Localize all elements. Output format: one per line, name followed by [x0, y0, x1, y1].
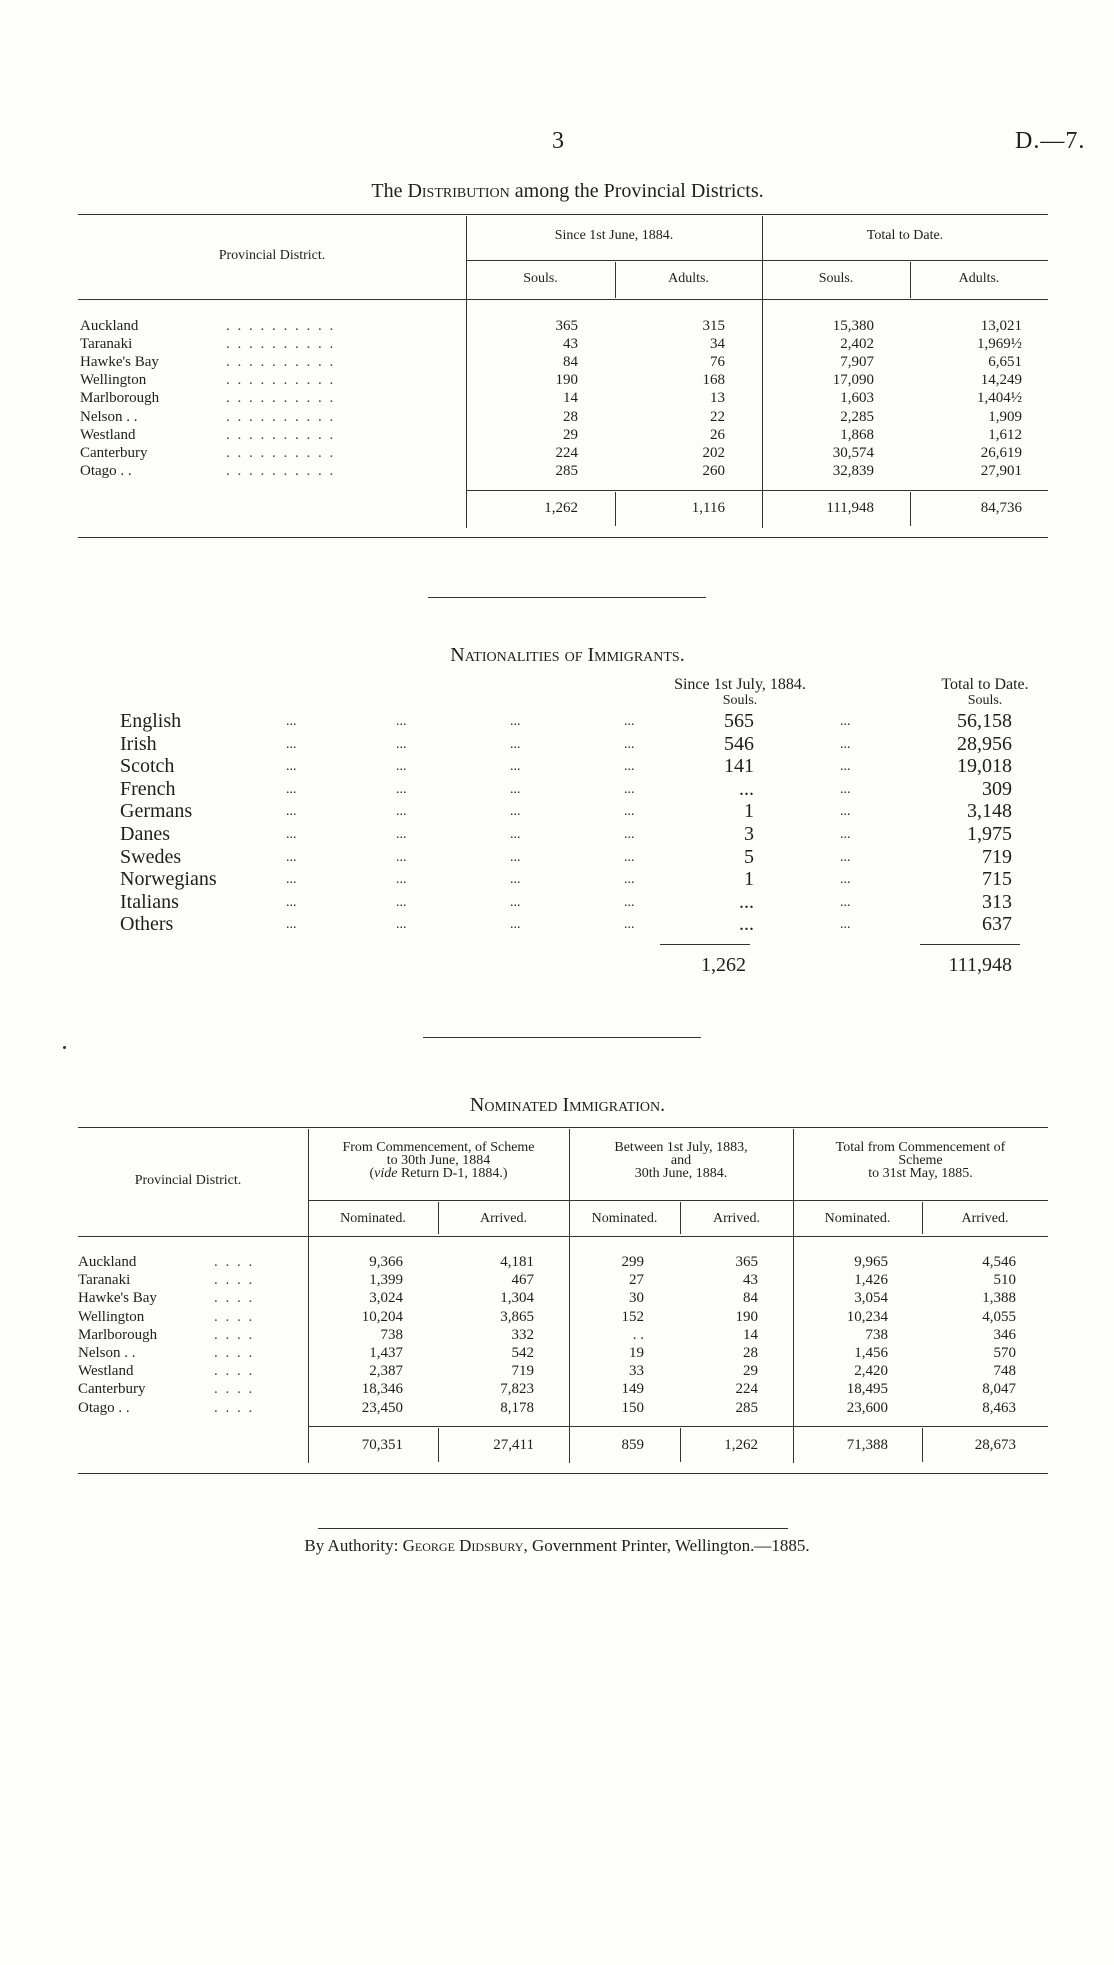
souls-since: 14: [563, 390, 578, 407]
nominated-to-1884: 1,437: [369, 1345, 403, 1361]
district-name: Marlborough: [78, 1326, 158, 1343]
district-name: Canterbury: [78, 1381, 146, 1398]
total-arr3: 28,673: [974, 1437, 1016, 1453]
arrived-total: 570: [993, 1345, 1016, 1361]
total-souls: 309: [982, 777, 1012, 800]
arrived-1883-84: 28: [743, 1345, 758, 1361]
district-name: Auckland: [80, 318, 139, 334]
arrived-to-1884: 719: [511, 1363, 534, 1380]
leader-dots: ...: [286, 872, 297, 888]
nominated-total: 23,600: [846, 1399, 888, 1416]
since-souls: 1: [744, 800, 754, 823]
page-number: 3: [552, 128, 564, 154]
souls-since: 190: [555, 372, 578, 389]
list-item: [120, 800, 1050, 822]
leader-dots: ...: [840, 759, 851, 775]
col-header-group3: Total from Commencement of Scheme to 31st May, 1885.: [835, 1140, 1006, 1181]
col-header-since-july: Since 1st July, 1884.: [674, 676, 806, 693]
arrived-to-1884: 542: [511, 1345, 534, 1361]
leader-dots: . . . .: [214, 1326, 255, 1343]
district-name: Hawke's Bay: [78, 1290, 157, 1307]
arrived-1883-84: 285: [735, 1399, 758, 1416]
leader-dots: ...: [396, 781, 407, 797]
leader-dots: ...: [396, 736, 407, 752]
nominated-total: 738: [865, 1326, 888, 1343]
since-souls: ...: [739, 890, 754, 913]
leader-dots: . . . . . . . . . .: [226, 318, 336, 334]
nominated-to-1884: 3,024: [369, 1290, 403, 1307]
arrived-to-1884: 8,178: [500, 1399, 534, 1416]
leader-dots: . . . .: [214, 1272, 255, 1289]
rule: [466, 490, 1048, 491]
nominated-1883-84: . .: [632, 1326, 644, 1343]
since-souls: ...: [739, 913, 754, 936]
nationality-name: Danes: [120, 823, 170, 845]
nominated-to-1884: 23,450: [361, 1399, 403, 1416]
nominated-total: 3,054: [854, 1290, 888, 1307]
leader-dots: ...: [510, 781, 521, 797]
col-header-since: Since 1st June, 1884.: [554, 228, 674, 243]
list-item: [120, 846, 1050, 868]
nominated-title: Nominated Immigration.: [469, 1094, 666, 1116]
nominated-1883-84: 19: [629, 1345, 644, 1361]
distribution-title: The Distribution among the Provincial Districts.: [371, 180, 764, 202]
souls-total: 2,285: [840, 408, 874, 425]
leader-dots: ...: [510, 827, 521, 842]
arrived-1883-84: 224: [735, 1381, 758, 1398]
total-adults-since: 1,116: [691, 500, 725, 516]
nominated-1883-84: 30: [629, 1290, 644, 1307]
since-souls: 5: [744, 845, 754, 868]
leader-dots: ...: [624, 759, 635, 775]
arrived-total: 510: [993, 1272, 1016, 1289]
district-name: Taranaki: [80, 336, 133, 353]
leader-dots: ...: [510, 872, 521, 888]
leader-dots: ...: [840, 827, 851, 842]
col-header-souls: Souls.: [523, 271, 558, 286]
leader-dots: ...: [396, 827, 407, 842]
leader-dots: ...: [510, 759, 521, 775]
leader-dots: ...: [624, 714, 635, 729]
rule: [308, 1200, 1048, 1201]
leader-dots: . . . . . . . . . .: [226, 444, 336, 461]
since-souls: 565: [724, 710, 754, 732]
col-header-nominated: Nominated.: [591, 1211, 658, 1226]
total-arr2: 1,262: [724, 1437, 758, 1453]
nationality-name: Scotch: [120, 755, 175, 778]
adults-total: 1,612: [988, 426, 1022, 443]
col-header-total-unit: Souls.: [967, 693, 1003, 708]
district-name: Otago . .: [78, 1399, 130, 1416]
leader-dots: ...: [840, 781, 851, 797]
nominated-to-1884: 2,387: [369, 1363, 403, 1380]
stray-mark: [63, 1046, 66, 1049]
adults-since: 34: [710, 336, 725, 353]
souls-since: 224: [555, 444, 578, 461]
leader-dots: ...: [840, 917, 851, 933]
leader-dots: ...: [286, 827, 297, 842]
rule: [78, 1236, 1048, 1237]
since-souls: 141: [724, 755, 754, 778]
leader-dots: ...: [286, 917, 297, 933]
leader-dots: ...: [510, 736, 521, 752]
arrived-total: 1,388: [982, 1290, 1016, 1307]
arrived-1883-84: 14: [743, 1326, 758, 1343]
leader-dots: ...: [624, 804, 635, 820]
total-souls: 56,158: [957, 710, 1012, 732]
list-item: [120, 778, 1050, 800]
adults-total: 1,404½: [977, 390, 1022, 407]
nominated-1883-84: 33: [629, 1363, 644, 1380]
nominated-to-1884: 9,366: [369, 1254, 403, 1270]
list-item: [120, 868, 1050, 890]
nominated-1883-84: 152: [621, 1308, 644, 1325]
souls-since: 29: [563, 426, 578, 443]
total-souls: 719: [982, 845, 1012, 868]
rule: [466, 260, 1048, 261]
adults-since: 202: [702, 444, 725, 461]
nominated-1883-84: 150: [621, 1399, 644, 1416]
leader-dots: ...: [510, 804, 521, 820]
adults-total: 13,021: [980, 318, 1022, 334]
souls-since: 285: [555, 462, 578, 479]
total-nom2: 859: [621, 1437, 644, 1453]
arrived-total: 4,055: [982, 1308, 1016, 1325]
rule: [78, 214, 1048, 215]
col-header-district: Provincial District.: [134, 1173, 242, 1188]
arrived-to-1884: 4,181: [500, 1254, 534, 1270]
section-divider: [428, 597, 706, 598]
leader-dots: ...: [624, 917, 635, 933]
rule: [78, 537, 1048, 538]
leader-dots: ...: [624, 736, 635, 752]
adults-since: 260: [702, 462, 725, 479]
arrived-to-1884: 7,823: [500, 1381, 534, 1398]
leader-dots: . . . . . . . . . .: [226, 462, 336, 479]
souls-total: 1,868: [840, 426, 874, 443]
total-souls: 28,956: [957, 732, 1012, 755]
col-header-adults: Adults.: [668, 271, 709, 286]
arrived-to-1884: 332: [511, 1326, 534, 1343]
nationality-name: Swedes: [120, 845, 182, 868]
arrived-to-1884: 467: [511, 1272, 534, 1289]
adults-since: 76: [710, 354, 725, 371]
nationality-name: Germans: [120, 800, 193, 823]
col-header-nominated: Nominated.: [824, 1211, 891, 1226]
document-reference: D.—7.: [1015, 128, 1086, 154]
leader-dots: . . . .: [214, 1290, 255, 1307]
nationality-name: French: [120, 777, 176, 800]
total-souls: 637: [982, 913, 1012, 936]
district-name: Marlborough: [80, 390, 160, 407]
arrived-1883-84: 84: [743, 1290, 758, 1307]
arrived-1883-84: 29: [743, 1363, 758, 1380]
nationality-name: English: [120, 710, 182, 732]
arrived-1883-84: 190: [735, 1308, 758, 1325]
souls-total: 32,839: [832, 462, 874, 479]
leader-dots: ...: [624, 827, 635, 842]
col-header-district: Provincial District.: [218, 248, 326, 263]
souls-total: 7,907: [840, 354, 874, 371]
rule: [78, 299, 1048, 300]
souls-total: 17,090: [832, 372, 874, 389]
total-souls: 19,018: [957, 755, 1012, 778]
district-name: Wellington: [80, 372, 147, 389]
adults-total: 27,901: [980, 462, 1022, 479]
nominated-total: 18,495: [846, 1381, 888, 1398]
leader-dots: ...: [396, 894, 407, 910]
col-header-group1: From Commencement, of Scheme to 30th June, 1884 (vide Return D-1, 1884.): [342, 1140, 535, 1181]
district-name: Taranaki: [78, 1272, 131, 1289]
nationality-name: Norwegians: [120, 868, 217, 891]
leader-dots: ...: [840, 872, 851, 888]
adults-total: 1,909: [988, 408, 1022, 425]
nationality-name: Irish: [120, 732, 157, 755]
leader-dots: ...: [624, 781, 635, 797]
arrived-to-1884: 1,304: [500, 1290, 534, 1307]
arrived-total: 8,047: [982, 1381, 1016, 1398]
arrived-to-1884: 3,865: [500, 1308, 534, 1325]
souls-since: 43: [563, 336, 578, 353]
arrived-total: 4,546: [982, 1254, 1016, 1270]
total-souls: 3,148: [967, 800, 1012, 823]
leader-dots: ...: [840, 804, 851, 820]
nationalities-total-since: 1,262: [701, 954, 746, 976]
leader-dots: ...: [286, 894, 297, 910]
list-item: [120, 755, 1050, 777]
souls-total: 2,402: [840, 336, 874, 353]
list-item: [120, 913, 1050, 935]
leader-dots: ...: [396, 759, 407, 775]
leader-dots: ...: [396, 804, 407, 820]
adults-since: 26: [710, 426, 725, 443]
leader-dots: ...: [396, 849, 407, 865]
leader-dots: . . . .: [214, 1381, 255, 1398]
leader-dots: . . . . . . . . . .: [226, 408, 336, 425]
souls-since: 365: [555, 318, 578, 334]
adults-total: 26,619: [980, 444, 1022, 461]
total-souls: 715: [982, 868, 1012, 891]
adults-total: 6,651: [988, 354, 1022, 371]
souls-total: 15,380: [832, 318, 874, 334]
nominated-total: 1,426: [854, 1272, 888, 1289]
nationalities-total-total: 111,948: [948, 954, 1012, 976]
leader-dots: ...: [840, 714, 851, 729]
district-name: Wellington: [78, 1308, 145, 1325]
leader-dots: ...: [510, 917, 521, 933]
leader-dots: . . . . . . . . . .: [226, 354, 336, 371]
leader-dots: ...: [624, 894, 635, 910]
col-header-nominated: Nominated.: [340, 1211, 406, 1226]
nationalities-title: Nationalities of Immigrants.: [450, 644, 685, 666]
rule: [308, 1426, 1048, 1427]
since-souls: 1: [744, 868, 754, 891]
district-name: Canterbury: [80, 444, 148, 461]
souls-since: 28: [563, 408, 578, 425]
leader-dots: ...: [624, 872, 635, 888]
leader-dots: ...: [840, 849, 851, 865]
rule: [78, 1127, 1048, 1128]
leader-dots: ...: [396, 872, 407, 888]
rule: [78, 1473, 1048, 1474]
nominated-to-1884: 738: [380, 1326, 403, 1343]
since-souls: 546: [724, 732, 754, 755]
leader-dots: . . . .: [214, 1345, 255, 1361]
total-adults-total: 84,736: [980, 500, 1022, 516]
leader-dots: ...: [396, 917, 407, 933]
col-header-since-unit: Souls.: [722, 693, 758, 708]
nationality-name: Italians: [120, 890, 179, 913]
leader-dots: ...: [286, 736, 297, 752]
total-souls: 313: [982, 890, 1012, 913]
nominated-to-1884: 1,399: [369, 1272, 403, 1289]
leader-dots: . . . .: [214, 1363, 255, 1380]
leader-dots: ...: [840, 736, 851, 752]
district-name: Auckland: [78, 1254, 137, 1270]
leader-dots: ...: [510, 894, 521, 910]
leader-dots: ...: [286, 781, 297, 797]
arrived-total: 346: [993, 1326, 1016, 1343]
adults-total: 14,249: [980, 372, 1022, 389]
adults-since: 13: [710, 390, 725, 407]
total-nom1: 70,351: [361, 1437, 403, 1453]
rule: [920, 944, 1020, 945]
since-souls: 3: [744, 823, 754, 845]
souls-total: 30,574: [832, 444, 874, 461]
total-souls-total: 111,948: [826, 500, 874, 516]
adults-total: 1,969½: [977, 336, 1022, 353]
col-header-group2: Between 1st July, 1883, and 30th June, 1884.: [614, 1140, 748, 1181]
district-name: Nelson . .: [78, 1345, 136, 1361]
leader-dots: . . . .: [214, 1254, 255, 1270]
district-name: Nelson . .: [80, 408, 138, 425]
nominated-total: 1,456: [854, 1345, 888, 1361]
district-name: Westland: [78, 1363, 134, 1380]
leader-dots: ...: [510, 849, 521, 865]
nationality-name: Others: [120, 913, 174, 936]
arrived-1883-84: 43: [743, 1272, 758, 1289]
nominated-to-1884: 10,204: [361, 1308, 403, 1325]
since-souls: ...: [739, 777, 754, 800]
nominated-1883-84: 27: [629, 1272, 644, 1289]
souls-since: 84: [563, 354, 578, 371]
col-header-arrived: Arrived.: [712, 1211, 761, 1226]
leader-dots: . . . . . . . . . .: [226, 336, 336, 353]
nominated-1883-84: 149: [621, 1381, 644, 1398]
col-header-total: Total to Date.: [866, 228, 944, 243]
arrived-1883-84: 365: [735, 1254, 758, 1270]
list-item: [120, 733, 1050, 755]
leader-dots: ...: [286, 714, 297, 729]
leader-dots: . . . . . . . . . .: [226, 372, 336, 389]
arrived-total: 8,463: [982, 1399, 1016, 1416]
nominated-1883-84: 299: [621, 1254, 644, 1270]
souls-total: 1,603: [840, 390, 874, 407]
arrived-total: 748: [993, 1363, 1016, 1380]
col-header-arrived: Arrived.: [479, 1211, 528, 1226]
rule: [660, 944, 750, 945]
leader-dots: . . . . . . . . . .: [226, 426, 336, 443]
district-name: Hawke's Bay: [80, 354, 159, 371]
adults-since: 22: [710, 408, 725, 425]
leader-dots: ...: [840, 894, 851, 910]
leader-dots: . . . . . . . . . .: [226, 390, 336, 407]
adults-since: 315: [702, 318, 725, 334]
list-item: [120, 823, 1050, 845]
footer-rule: [318, 1528, 788, 1529]
leader-dots: ...: [510, 714, 521, 729]
col-header-total-to-date: Total to Date.: [941, 676, 1029, 693]
list-item: [120, 891, 1050, 913]
total-arr1: 27,411: [493, 1437, 534, 1453]
section-divider: [423, 1037, 701, 1038]
total-nom3: 71,388: [846, 1437, 888, 1453]
leader-dots: ...: [286, 759, 297, 775]
leader-dots: ...: [624, 849, 635, 865]
imprint-footer: By Authority: George Didsbury, Government Printer, Wellington.—1885.: [304, 1536, 810, 1555]
leader-dots: . . . .: [214, 1399, 255, 1416]
leader-dots: . . . .: [214, 1308, 255, 1325]
nominated-to-1884: 18,346: [361, 1381, 403, 1398]
adults-since: 168: [702, 372, 725, 389]
district-name: Otago . .: [80, 462, 132, 479]
col-header-adults: Adults.: [958, 271, 1000, 286]
nominated-total: 2,420: [854, 1363, 888, 1380]
district-name: Westland: [80, 426, 136, 443]
total-souls-since: 1,262: [544, 500, 578, 516]
nominated-total: 9,965: [854, 1254, 888, 1270]
col-header-arrived: Arrived.: [961, 1211, 1009, 1226]
nominated-total: 10,234: [846, 1308, 888, 1325]
leader-dots: ...: [396, 714, 407, 729]
total-souls: 1,975: [967, 823, 1012, 845]
leader-dots: ...: [286, 804, 297, 820]
col-header-souls: Souls.: [818, 271, 854, 286]
list-item: [120, 710, 1050, 732]
leader-dots: ...: [286, 849, 297, 865]
